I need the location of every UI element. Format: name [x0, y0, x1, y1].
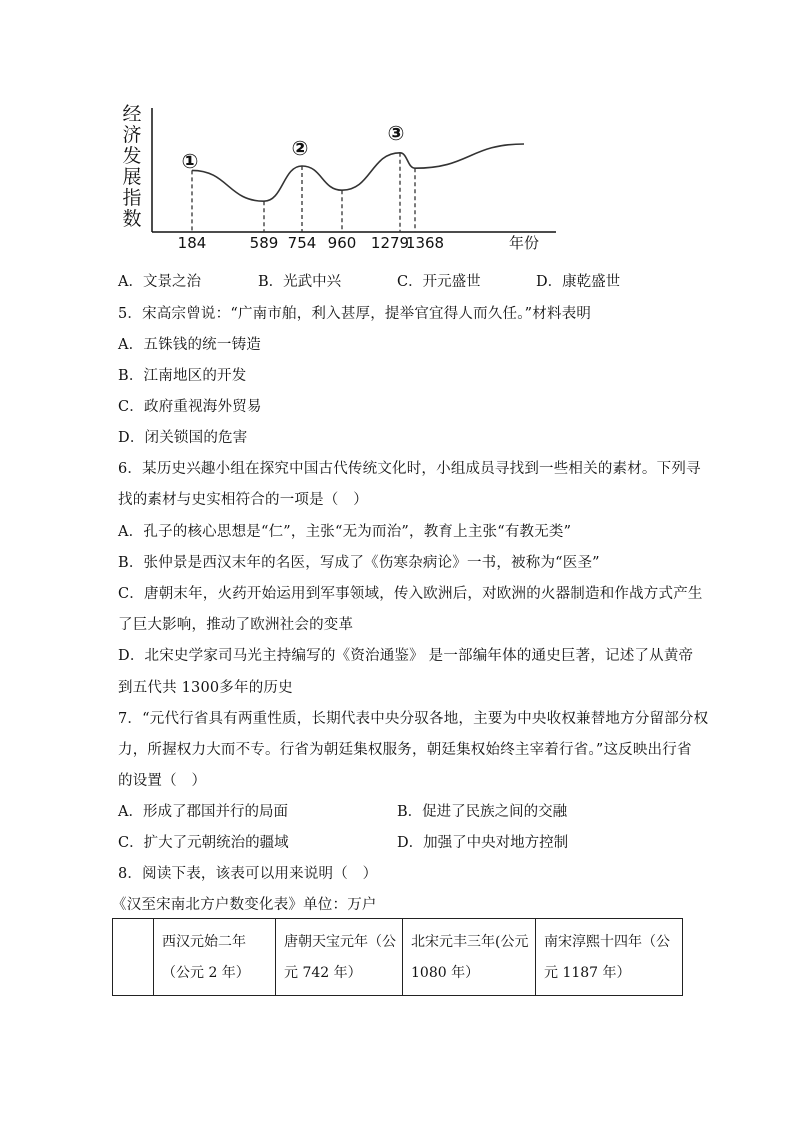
x-tick-label: 589	[249, 234, 279, 252]
x-tick-labels	[178, 234, 444, 252]
q6-option-d[interactable]: D．北宋史学家司马光主持编写的《资治通鉴》 是一部编年体的通史巨著，记述了从黄帝	[118, 648, 694, 664]
q7-option-a[interactable]: A．形成了郡国并行的局面	[118, 804, 288, 820]
q5-option-c[interactable]: C．政府重视海外贸易	[118, 399, 262, 415]
y-label-char: 指	[122, 187, 142, 209]
x-tick-label: 960	[327, 234, 357, 252]
q7-option-c[interactable]: C．扩大了元朝统治的疆域	[118, 835, 289, 851]
q7-stem-line-1: 7．“元代行省具有两重性质，长期代表中央分驭各地，主要为中央收权兼替地方分留部分权	[118, 711, 709, 727]
y-label-char: 发	[122, 145, 142, 167]
q4-option-a[interactable]: A．文景之治	[118, 274, 201, 290]
period-marker: ③	[387, 121, 405, 145]
q4-option-c[interactable]: C．开元盛世	[397, 274, 481, 290]
q6-stem-line-1: 6．某历史兴趣小组在探究中国古代传统文化时，小组成员寻找到一些相关的素材。下列寻	[118, 461, 701, 477]
y-label-char: 济	[122, 124, 142, 146]
q6-option-b[interactable]: B．张仲景是西汉末年的名医，写成了《伤寒杂病论》一书，被称为“医圣”	[118, 555, 600, 571]
x-tick-label: 754	[287, 234, 317, 252]
q5-stem: 5．宋高宗曾说：“广南市舶，利入甚厚，提举官宜得人而久任。”材料表明	[118, 306, 592, 322]
period-marker: ②	[291, 136, 309, 160]
dashed-guides	[192, 153, 415, 232]
table-header-cell: 唐朝天宝元年（公元 742 年）	[276, 919, 403, 996]
q8-stem: 8．阅读下表，该表可以用来说明（ ）	[118, 866, 378, 882]
economic-index-chart	[118, 98, 558, 256]
q4-option-b[interactable]: B．光武中兴	[258, 274, 342, 290]
q8-table-title: 《汉至宋南北方户数变化表》单位：万户	[112, 897, 377, 913]
table-corner-cell	[113, 919, 154, 996]
series-line	[192, 144, 524, 201]
q7-option-b[interactable]: B．促进了民族之间的交融	[397, 804, 568, 820]
y-axis-label	[122, 103, 141, 230]
q7-option-d[interactable]: D．加强了中央对地方控制	[397, 835, 569, 851]
x-axis-label: 年份	[509, 234, 540, 252]
q7-stem-line-2: 力，所握权力大而不专。行省为朝廷集权服务，朝廷集权始终主宰着行省。”这反映出行省	[118, 742, 692, 758]
q5-option-b[interactable]: B．江南地区的开发	[118, 368, 247, 384]
q6-option-a[interactable]: A．孔子的核心思想是“仁”，主张“无为而治”，教育上主张“有教无类”	[118, 524, 572, 540]
q7-stem-line-3: 的设置（ ）	[118, 773, 207, 789]
y-label-char: 展	[122, 166, 142, 188]
period-marker: ①	[181, 149, 199, 173]
q6-option-d-cont: 到五代共 1300多年的历史	[118, 680, 293, 696]
q5-option-d[interactable]: D．闭关锁国的危害	[118, 430, 248, 446]
y-label-char: 经	[122, 103, 142, 125]
x-tick-label: 184	[177, 234, 207, 252]
table-header-row	[113, 919, 683, 996]
period-markers	[182, 121, 405, 173]
y-label-char: 数	[122, 208, 142, 230]
table-header-cell: 南宋淳熙十四年（公元 1187 年）	[536, 919, 683, 996]
table-header-cell: 北宋元丰三年(公元 1080 年）	[403, 919, 536, 996]
q6-option-c-cont: 了巨大影响，推动了欧洲社会的变革	[118, 617, 354, 633]
x-tick-label: 1368	[405, 234, 445, 252]
households-table	[112, 918, 683, 996]
q4-option-d[interactable]: D．康乾盛世	[536, 274, 621, 290]
x-tick-label: 1279	[370, 234, 410, 252]
table-header-cell: 西汉元始二年（公元 2 年）	[154, 919, 276, 996]
q5-option-a[interactable]: A．五铢钱的统一铸造	[118, 337, 261, 353]
q6-stem-line-2: 找的素材与史实相符合的一项是（ ）	[118, 492, 368, 508]
q6-option-c[interactable]: C．唐朝末年，火药开始运用到军事领域，传入欧洲后，对欧洲的火器制造和作战方式产生	[118, 586, 703, 602]
